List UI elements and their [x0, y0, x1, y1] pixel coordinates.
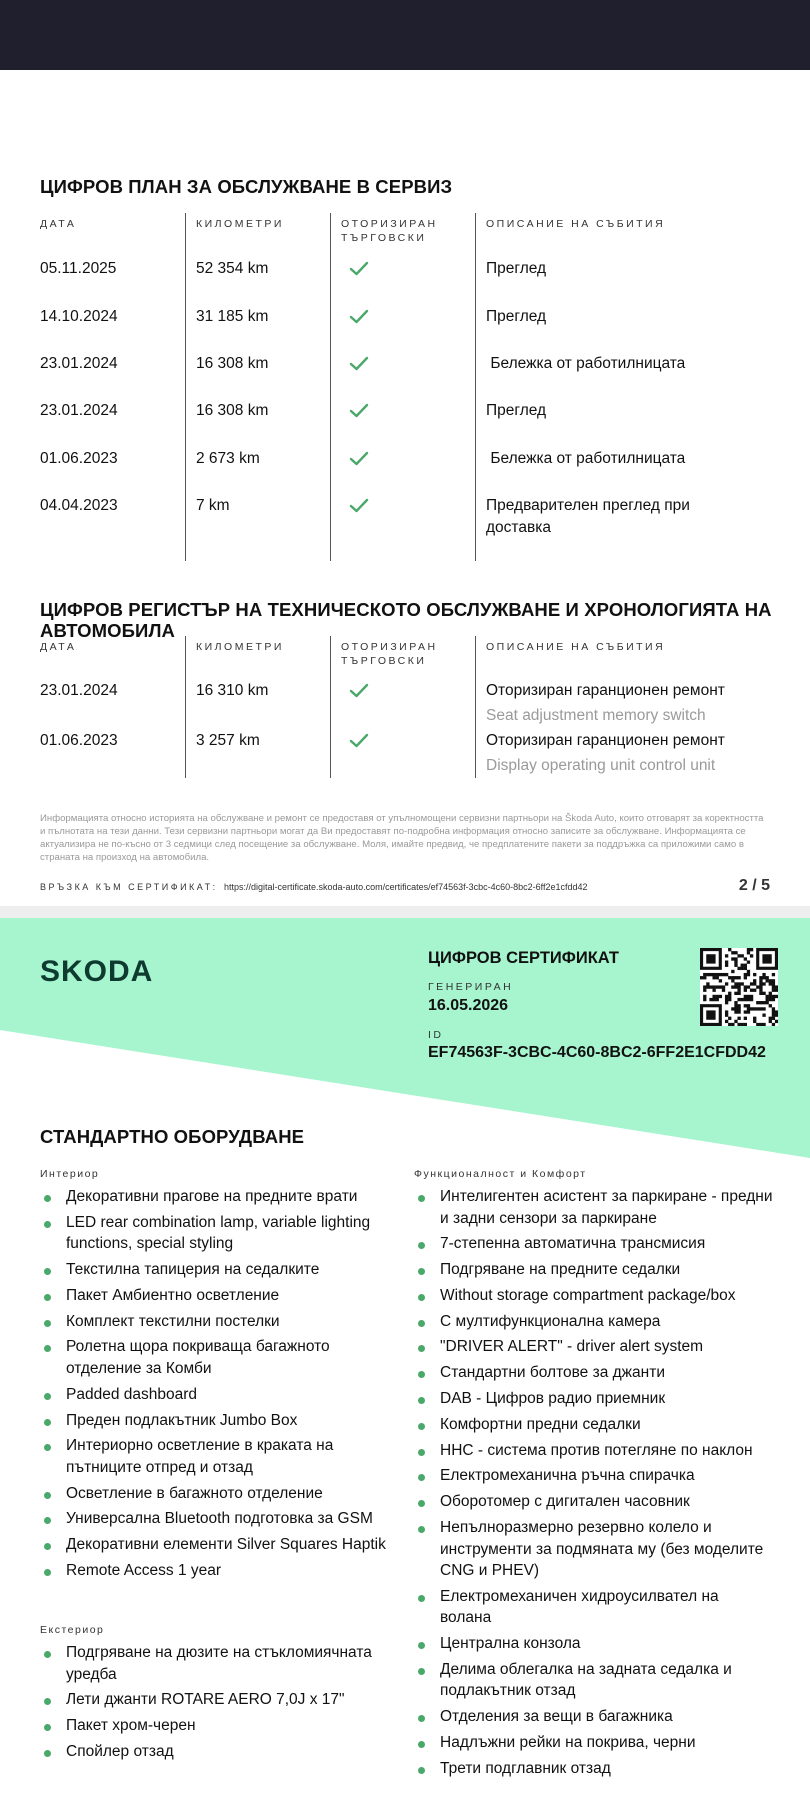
- exterior-list: [40, 1642, 390, 1767]
- col-head-desc: ОПИСАНИЕ НА СЪБИТИЯ: [486, 218, 666, 230]
- column-divider: [475, 213, 476, 561]
- list-item: Електромеханичен хидроусилвател на волана: [414, 1586, 774, 1629]
- row-description: Оторизиран гаранционен ремонт: [486, 682, 725, 699]
- list-item: С мултифункционална камера: [414, 1311, 774, 1333]
- row-km: 16 310 km: [196, 682, 269, 699]
- list-item: "DRIVER ALERT" - driver alert system: [414, 1336, 774, 1358]
- row-km: 3 257 km: [196, 732, 260, 749]
- row-date: 05.11.2025: [40, 260, 117, 277]
- generated-date: 16.05.2026: [428, 997, 509, 1014]
- col-head-date: ДАТА: [40, 641, 77, 653]
- row-date: 23.01.2024: [40, 402, 118, 419]
- column-divider: [185, 636, 186, 778]
- list-item: Делима облегалка на задната седалка и подлакътник отзад: [414, 1659, 774, 1702]
- row-description: Преглед: [486, 402, 547, 419]
- list-item: Подгряване на дюзите на стъкломиячната уредба: [40, 1642, 390, 1685]
- row-description: Предварителен преглед при доставка: [486, 497, 695, 536]
- page-separator: [0, 906, 810, 918]
- list-item: Пакет Амбиентно осветление: [40, 1285, 390, 1307]
- mint-header-background: [0, 918, 810, 1158]
- list-item: Remote Access 1 year: [40, 1560, 390, 1582]
- list-item: Интелигентен асистент за паркиране - предни и задни сензори за паркиране: [414, 1186, 774, 1229]
- list-item: Пакет хром-черен: [40, 1715, 390, 1737]
- list-item: Текстилна тапицерия на седалките: [40, 1259, 390, 1281]
- col-head-km: КИЛОМЕТРИ: [196, 218, 284, 230]
- list-item: Отделения за вещи в багажника: [414, 1706, 774, 1728]
- column-divider: [185, 213, 186, 561]
- col-head-km: КИЛОМЕТРИ: [196, 641, 284, 653]
- check-icon: [349, 451, 369, 467]
- list-item: Надлъжни рейки на покрива, черни: [414, 1732, 774, 1754]
- service-plan-title: ЦИФРОВ ПЛАН ЗА ОБСЛУЖВАНЕ В СЕРВИЗ: [40, 176, 453, 197]
- certificate-id: EF74563F-3CBC-4C60-8BC2-6FF2E1CFDD42: [428, 1044, 766, 1061]
- check-icon: [349, 356, 369, 372]
- list-item: Стандартни болтове за джанти: [414, 1362, 774, 1384]
- comfort-title: Функционалност и Комфорт: [414, 1168, 587, 1180]
- certificate-link[interactable]: https://digital-certificate.skoda-auto.com/certificates/ef74563f-3cbc-4c60-8bc2-6ff2e1cfdd42: [224, 882, 588, 892]
- row-description: Оторизиран гаранционен ремонт: [486, 732, 725, 749]
- certificate-link-label: ВРЪЗКА КЪМ СЕРТИФИКАТ:: [40, 882, 218, 892]
- row-description: Бележка от работилницата: [486, 355, 686, 372]
- list-item: HHC - система против потегляне по наклон: [414, 1440, 774, 1462]
- row-date: 14.10.2024: [40, 308, 118, 325]
- disclaimer-text: Информацията относно историята на обслужване и ремонт се предоставя от упълномощени сервизни партньори на Škoda Auto, които отговарят за коректността и пълнотата на тези данни. Тези сервизни партньори могат да Ви предоставят по-подробна информация относно записите за обслужване. Информацията се актуализира не по-късно от 3 седмици след посещение за обслужване. Моля, имайте предвид, че предплатените пакети за поддръжка са приложими само в страната на произход на автомобила.: [40, 813, 764, 863]
- list-item: Лети джанти ROTARE AERO 7,0J x 17": [40, 1689, 390, 1711]
- row-km: 52 354 km: [196, 260, 269, 277]
- id-label: ID: [428, 1029, 444, 1041]
- skoda-logo-icon: [40, 955, 190, 985]
- row-date: 23.01.2024: [40, 682, 118, 699]
- list-item: Ролетна щора покриваща багажното отделение за Комби: [40, 1336, 390, 1379]
- comfort-list: [414, 1186, 774, 1784]
- generated-label: ГЕНЕРИРАН: [428, 981, 514, 993]
- top-bar: [0, 0, 810, 70]
- list-item: Интериорно осветление в краката на пътниците отпред и отзад: [40, 1435, 390, 1478]
- row-description: Преглед: [486, 308, 547, 325]
- list-item: Декоративни прагове на предните врати: [40, 1186, 390, 1208]
- list-item: Трети подглавник отзад: [414, 1758, 774, 1780]
- list-item: Преден подлакътник Jumbo Box: [40, 1410, 390, 1432]
- row-km: 7 km: [196, 497, 230, 514]
- check-icon: [349, 309, 369, 325]
- list-item: Подгряване на предните седалки: [414, 1259, 774, 1281]
- logo-text: SKODA: [40, 955, 154, 985]
- list-item: Оборотомер с дигитален часовник: [414, 1491, 774, 1513]
- list-item: DAB - Цифров радио приемник: [414, 1388, 774, 1410]
- check-icon: [349, 733, 369, 749]
- col-head-dealer: ОТОРИЗИРАН ТЪРГОВСКИ: [341, 641, 438, 667]
- row-date: 01.06.2023: [40, 732, 118, 749]
- row-km: 2 673 km: [196, 450, 260, 467]
- list-item: Комплект текстилни постелки: [40, 1311, 390, 1333]
- equipment-title: СТАНДАРТНО ОБОРУДВАНЕ: [40, 1126, 305, 1147]
- column-divider: [475, 636, 476, 778]
- list-item: Универсална Bluetooth подготовка за GSM: [40, 1508, 390, 1530]
- list-item: Електромеханична ръчна спирачка: [414, 1465, 774, 1487]
- list-item: Padded dashboard: [40, 1384, 390, 1406]
- list-item: Непълноразмерно резервно колело и инструменти за подмяната му (без моделите CNG и PHEV): [414, 1517, 774, 1582]
- row-km: 31 185 km: [196, 308, 269, 325]
- history-title: ЦИФРОВ РЕГИСТЪР НА ТЕХНИЧЕСКОТО ОБСЛУЖВАНЕ И ХРОНОЛОГИЯТА НА АВТОМОБИЛА: [40, 599, 772, 641]
- row-subdescription: Display operating unit control unit: [486, 757, 716, 774]
- row-description: Преглед: [486, 260, 547, 277]
- row-km: 16 308 km: [196, 355, 269, 372]
- list-item: LED rear combination lamp, variable lighting functions, special styling: [40, 1212, 390, 1255]
- check-icon: [349, 403, 369, 419]
- check-icon: [349, 683, 369, 699]
- check-icon: [349, 498, 369, 514]
- column-divider: [330, 636, 331, 778]
- col-head-desc: ОПИСАНИЕ НА СЪБИТИЯ: [486, 641, 666, 653]
- page-number: 2 / 5: [738, 877, 770, 894]
- list-item: 7-степенна автоматична трансмисия: [414, 1233, 774, 1255]
- row-date: 01.06.2023: [40, 450, 118, 467]
- list-item: Декоративни елементи Silver Squares Haptik: [40, 1534, 390, 1556]
- col-head-dealer: ОТОРИЗИРАН ТЪРГОВСКИ: [341, 218, 438, 244]
- check-icon: [349, 261, 369, 277]
- qr-code-icon[interactable]: [700, 948, 778, 1026]
- row-date: 23.01.2024: [40, 355, 118, 372]
- exterior-title: Екстериор: [40, 1624, 105, 1636]
- col-head-date: ДАТА: [40, 218, 77, 230]
- column-divider: [330, 213, 331, 561]
- interior-list: [40, 1186, 390, 1586]
- interior-title: Интериор: [40, 1168, 100, 1180]
- list-item: Комфортни предни седалки: [414, 1414, 774, 1436]
- list-item: Спойлер отзад: [40, 1741, 390, 1763]
- list-item: Централна конзола: [414, 1633, 774, 1655]
- certificate-title: ЦИФРОВ СЕРТИФИКАТ: [428, 949, 619, 967]
- list-item: Осветление в багажното отделение: [40, 1483, 390, 1505]
- list-item: Without storage compartment package/box: [414, 1285, 774, 1307]
- row-km: 16 308 km: [196, 402, 269, 419]
- row-description: Бележка от работилницата: [486, 450, 686, 467]
- row-date: 04.04.2023: [40, 497, 118, 514]
- row-subdescription: Seat adjustment memory switch: [486, 707, 706, 724]
